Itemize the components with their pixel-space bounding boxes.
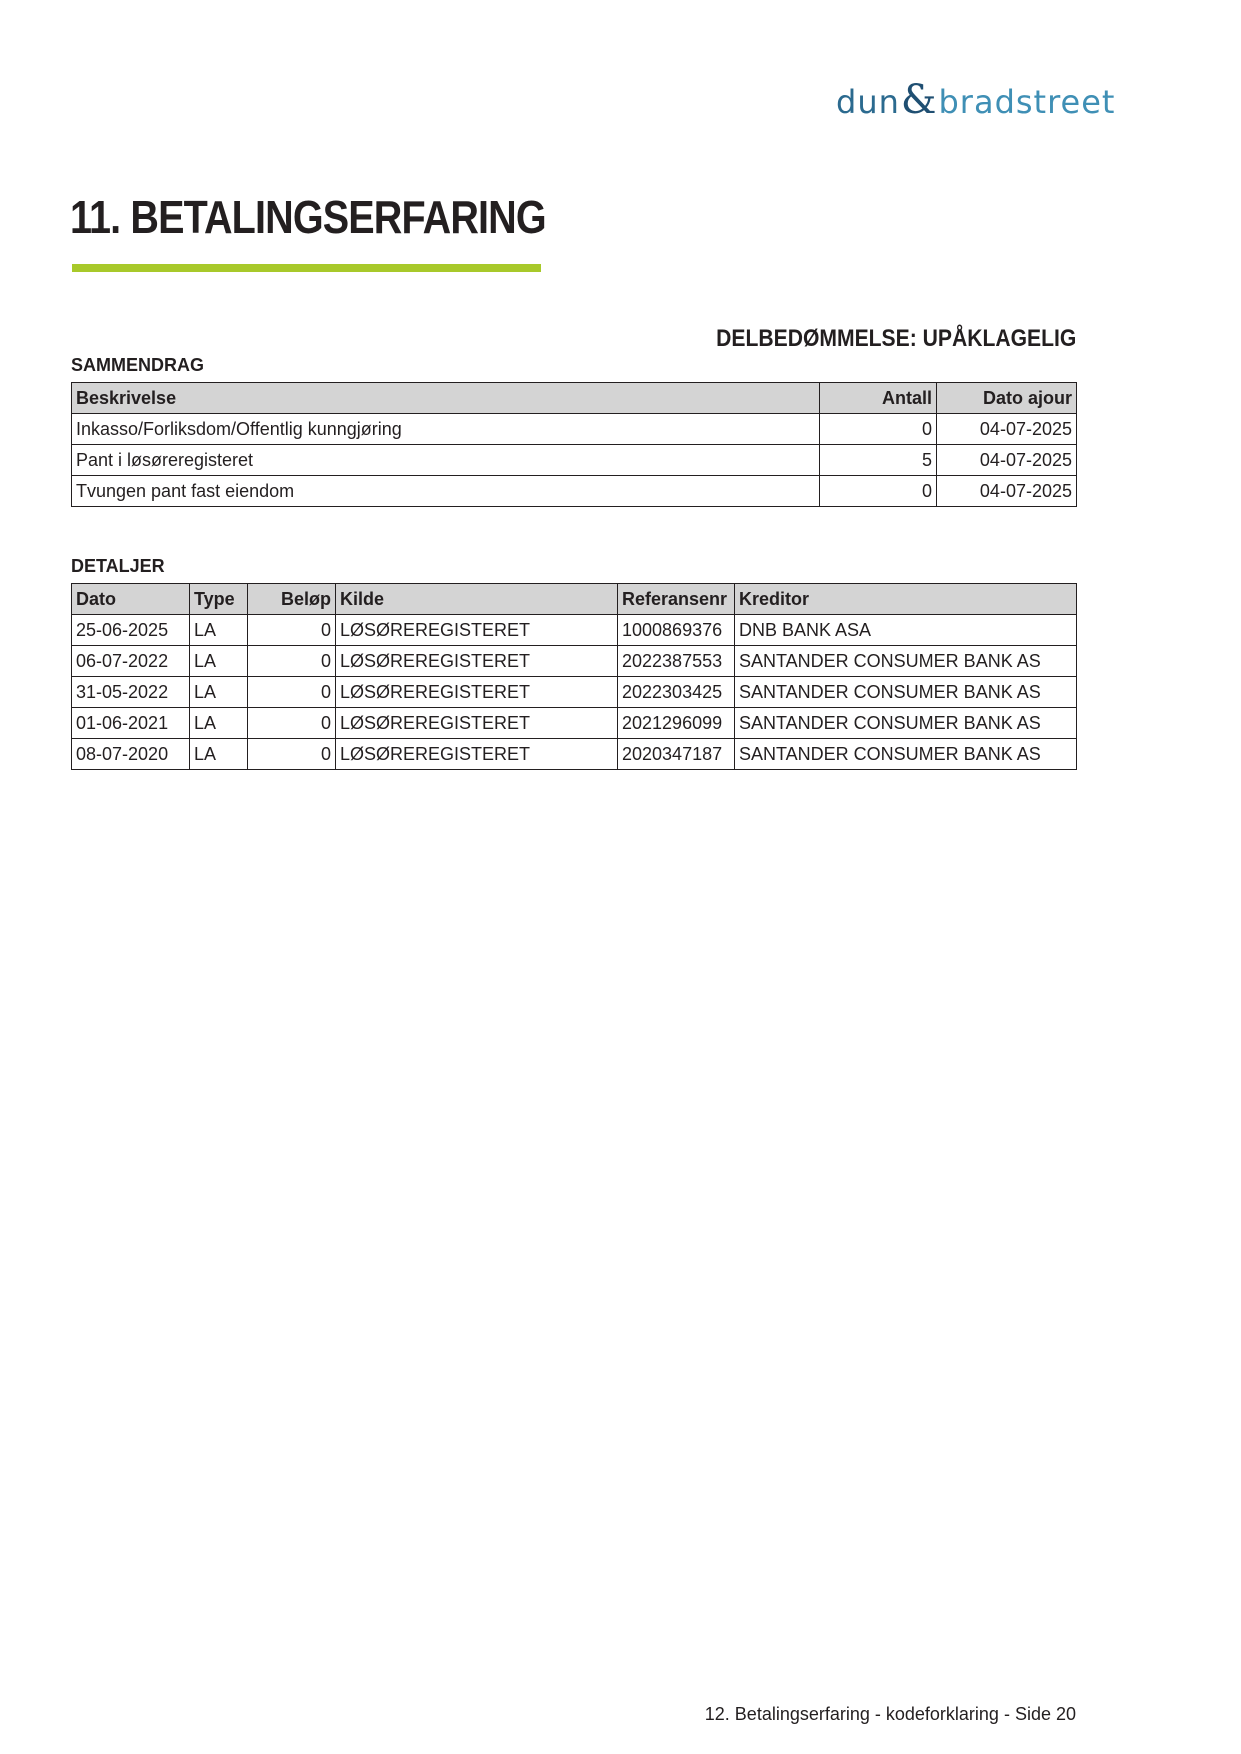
rating-heading: DELBEDØMMELSE: UPÅKLAGELIG (715, 325, 1076, 352)
summary-label: SAMMENDRAG (71, 355, 204, 375)
details-cell-belop: 0 (248, 646, 336, 677)
details-cell-kilde: LØSØREREGISTERET (336, 739, 618, 770)
summary-header-dato-ajour: Dato ajour (937, 383, 1077, 414)
details-cell-referansenr: 2021296099 (618, 708, 735, 739)
details-row (72, 708, 1077, 739)
summary-cell-beskrivelse: Pant i løsøreregisteret (72, 445, 820, 476)
summary-row (72, 476, 1077, 507)
summary-cell-dato: 04-07-2025 (937, 476, 1077, 507)
title-underline-bar (72, 264, 541, 272)
details-cell-dato: 06-07-2022 (72, 646, 190, 677)
details-header-kilde: Kilde (336, 584, 618, 615)
details-cell-kilde: LØSØREREGISTERET (336, 708, 618, 739)
details-row (72, 615, 1077, 646)
details-cell-kreditor: SANTANDER CONSUMER BANK AS (735, 646, 1077, 677)
details-cell-type: LA (190, 615, 248, 646)
details-header-kreditor: Kreditor (735, 584, 1077, 615)
summary-table (71, 382, 1077, 507)
summary-cell-antall: 0 (820, 476, 937, 507)
details-header-row (72, 584, 1077, 615)
details-row (72, 739, 1077, 770)
logo-ampersand: & (900, 77, 938, 123)
details-cell-type: LA (190, 677, 248, 708)
logo-text-bradstreet: bradstreet (938, 83, 1116, 121)
summary-cell-dato: 04-07-2025 (937, 445, 1077, 476)
details-header-type: Type (190, 584, 248, 615)
page-footer: 12. Betalingserfaring - kodeforklaring - Side 20 (704, 1704, 1076, 1724)
details-cell-kreditor: SANTANDER CONSUMER BANK AS (735, 739, 1077, 770)
summary-header-beskrivelse: Beskrivelse (72, 383, 820, 414)
details-cell-type: LA (190, 708, 248, 739)
details-cell-kreditor: SANTANDER CONSUMER BANK AS (735, 708, 1077, 739)
details-cell-referansenr: 1000869376 (618, 615, 735, 646)
details-cell-dato: 31-05-2022 (72, 677, 190, 708)
details-cell-dato: 01-06-2021 (72, 708, 190, 739)
details-cell-kreditor: DNB BANK ASA (735, 615, 1077, 646)
summary-row (72, 445, 1077, 476)
details-cell-type: LA (190, 739, 248, 770)
details-cell-dato: 08-07-2020 (72, 739, 190, 770)
details-cell-belop: 0 (248, 708, 336, 739)
summary-cell-beskrivelse: Tvungen pant fast eiendom (72, 476, 820, 507)
dun-bradstreet-logo (836, 77, 1116, 123)
details-cell-kilde: LØSØREREGISTERET (336, 615, 618, 646)
details-cell-kilde: LØSØREREGISTERET (336, 646, 618, 677)
details-header-referansenr: Referansenr (618, 584, 735, 615)
logo-text-dun: dun (836, 83, 900, 121)
details-label: DETALJER (71, 556, 165, 576)
details-cell-type: LA (190, 646, 248, 677)
details-cell-referansenr: 2020347187 (618, 739, 735, 770)
details-header-dato: Dato (72, 584, 190, 615)
details-cell-referansenr: 2022303425 (618, 677, 735, 708)
details-row (72, 677, 1077, 708)
summary-header-antall: Antall (820, 383, 937, 414)
summary-cell-beskrivelse: Inkasso/Forliksdom/Offentlig kunngjøring (72, 414, 820, 445)
details-cell-referansenr: 2022387553 (618, 646, 735, 677)
summary-cell-antall: 0 (820, 414, 937, 445)
summary-cell-antall: 5 (820, 445, 937, 476)
details-cell-belop: 0 (248, 739, 336, 770)
details-cell-dato: 25-06-2025 (72, 615, 190, 646)
summary-cell-dato: 04-07-2025 (937, 414, 1077, 445)
summary-header-row (72, 383, 1077, 414)
details-table (71, 583, 1077, 770)
details-header-belop: Beløp (248, 584, 336, 615)
summary-row (72, 414, 1077, 445)
page-title: 11. BETALINGSERFARING (70, 191, 546, 243)
details-cell-kilde: LØSØREREGISTERET (336, 677, 618, 708)
details-cell-kreditor: SANTANDER CONSUMER BANK AS (735, 677, 1077, 708)
details-cell-belop: 0 (248, 615, 336, 646)
details-cell-belop: 0 (248, 677, 336, 708)
details-row (72, 646, 1077, 677)
